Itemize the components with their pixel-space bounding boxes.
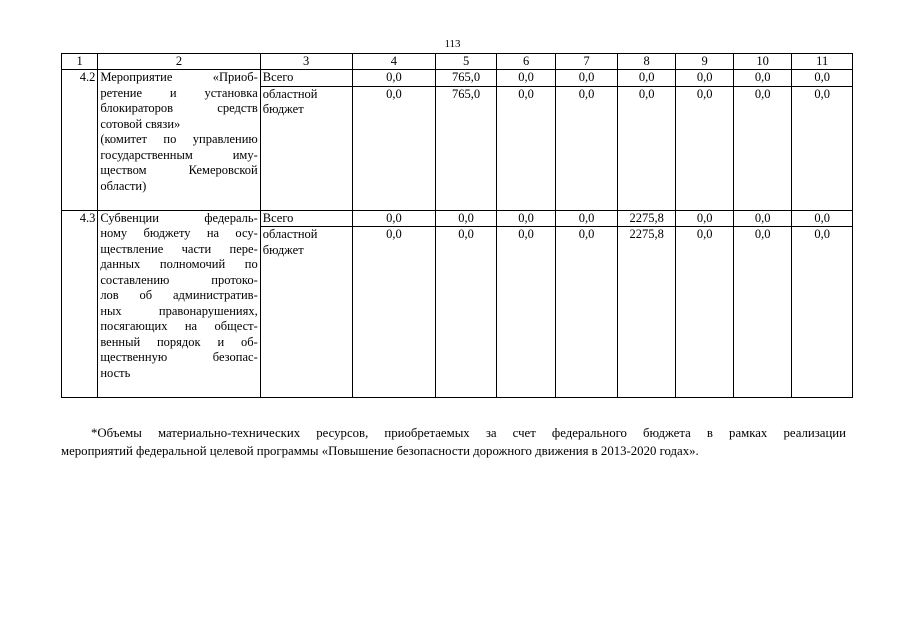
description-line: ных правонарушениях,	[100, 303, 258, 318]
description-line: щественную безопас-	[100, 350, 258, 364]
description-line: составлению протоко-	[100, 272, 258, 287]
description-line: государственным иму-	[100, 147, 258, 162]
column-header: 1	[62, 54, 98, 70]
description-line: венный порядок и об-	[100, 334, 258, 349]
footnote	[61, 425, 846, 460]
table-row	[62, 210, 853, 227]
value-cell: 0,0	[352, 210, 436, 227]
column-header: 2	[98, 54, 260, 70]
value-cell: 0,0	[556, 227, 618, 398]
funding-source	[260, 227, 352, 398]
column-header: 11	[792, 54, 853, 70]
column-header-row	[62, 54, 853, 70]
funding-source-line: бюджет	[262, 102, 304, 116]
description-line: области)	[100, 178, 147, 193]
value-cell: 0,0	[733, 70, 792, 87]
column-header: 3	[260, 54, 352, 70]
value-cell: 0,0	[676, 210, 734, 227]
row-number: 4.2	[62, 70, 98, 211]
column-header: 8	[617, 54, 676, 70]
value-cell: 0,0	[733, 227, 792, 398]
description-line: ному бюджету на осу-	[100, 226, 258, 240]
budget-table	[61, 53, 853, 398]
column-header: 5	[436, 54, 497, 70]
column-header: 6	[496, 54, 556, 70]
value-cell: 0,0	[733, 210, 792, 227]
value-cell: 0,0	[556, 70, 618, 87]
value-cell: 765,0	[436, 86, 497, 210]
description-line: данных полномочий по	[100, 257, 258, 271]
description-line: посягающих на общест-	[100, 319, 258, 333]
funding-source-line: Всего	[262, 70, 294, 84]
value-cell: 0,0	[436, 227, 497, 398]
funding-source-line: областной	[262, 227, 318, 241]
value-cell: 765,0	[436, 70, 497, 87]
value-cell: 0,0	[496, 70, 556, 87]
funding-source	[260, 86, 352, 210]
measure-description	[98, 70, 260, 211]
value-cell: 0,0	[676, 86, 734, 210]
funding-source-line: областной	[262, 86, 318, 101]
value-cell: 0,0	[792, 86, 853, 210]
value-cell: 0,0	[496, 86, 556, 210]
value-cell: 0,0	[496, 210, 556, 227]
value-cell: 0,0	[617, 86, 676, 210]
column-header: 4	[352, 54, 436, 70]
footnote-line: мероприятий федеральной целевой программы «Повышение безопасности дорожного движения в 2013-2020 годах».	[61, 443, 699, 458]
value-cell: 0,0	[676, 70, 734, 87]
description-line: блокираторов средств	[100, 101, 258, 115]
value-cell: 0,0	[617, 70, 676, 87]
value-cell: 2275,8	[617, 227, 676, 398]
description-line: (комитет по управлению	[100, 132, 258, 146]
funding-source	[260, 210, 352, 227]
value-cell: 0,0	[733, 86, 792, 210]
row-number: 4.3	[62, 210, 98, 398]
value-cell: 0,0	[352, 227, 436, 398]
table-row	[62, 70, 853, 87]
funding-source	[260, 70, 352, 87]
description-line: ществом Кемеровской	[100, 163, 258, 177]
value-cell: 0,0	[352, 86, 436, 210]
funding-source-line: Всего	[262, 210, 294, 225]
funding-source-line: бюджет	[262, 242, 304, 257]
description-line: ществление части пере-	[100, 241, 258, 256]
value-cell: 2275,8	[617, 210, 676, 227]
column-header: 10	[733, 54, 792, 70]
page-number: 113	[444, 38, 461, 50]
column-header: 9	[676, 54, 734, 70]
value-cell: 0,0	[792, 210, 853, 227]
column-header: 7	[556, 54, 618, 70]
description-line: сотовой связи»	[100, 116, 181, 131]
description-line: ность	[100, 365, 131, 380]
value-cell: 0,0	[792, 70, 853, 87]
value-cell: 0,0	[676, 227, 734, 398]
value-cell: 0,0	[496, 227, 556, 398]
value-cell: 0,0	[792, 227, 853, 398]
description-line: Мероприятие «Приоб-	[100, 70, 258, 84]
measure-description	[98, 210, 260, 398]
description-line: Субвенции федераль-	[100, 210, 258, 225]
value-cell: 0,0	[436, 210, 497, 227]
value-cell: 0,0	[556, 210, 618, 227]
footnote-line: *Объемы материально-технических ресурсов, приобретаемых за счет федерального бюджета в рамках реализации	[91, 426, 846, 440]
value-cell: 0,0	[556, 86, 618, 210]
value-cell: 0,0	[352, 70, 436, 87]
description-line: ретение и установка	[100, 85, 258, 100]
description-line: лов об административ-	[100, 288, 258, 302]
